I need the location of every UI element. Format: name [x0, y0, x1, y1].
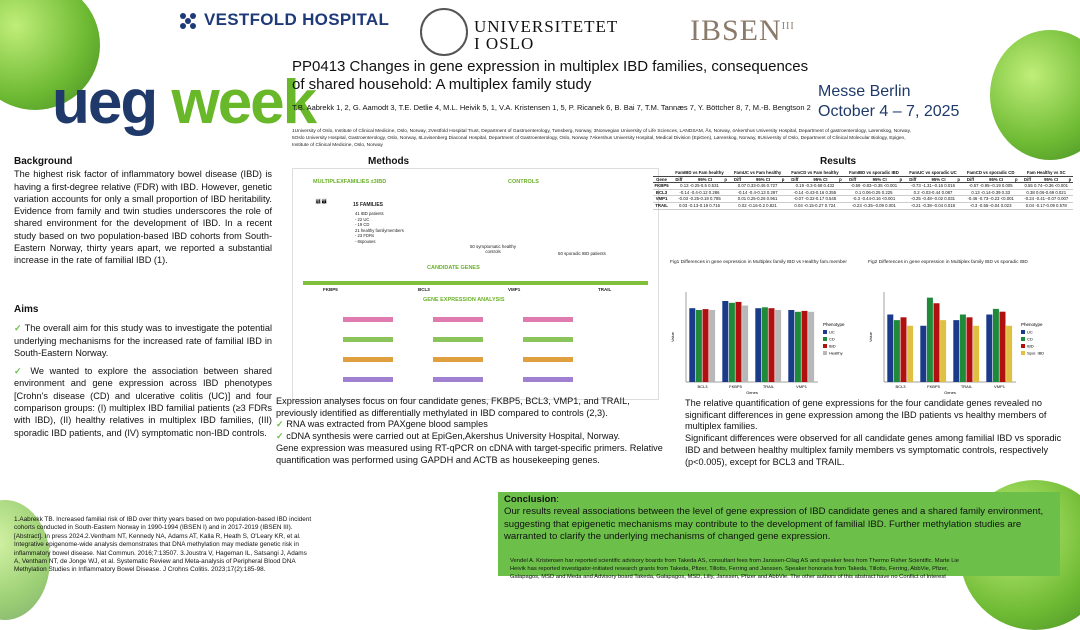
table-sub-header: Diff — [844, 176, 862, 183]
chart-bar — [934, 303, 940, 382]
table-group-header: FamCD vs Fam healthy — [786, 170, 843, 176]
table-sub-header: p — [839, 176, 842, 182]
families-count: 15 FAMILIES — [353, 202, 384, 208]
aims-section — [14, 304, 272, 439]
legend-swatch — [1021, 330, 1025, 334]
table-cell: -0.23 -0.35--0.09 0.001 — [844, 202, 905, 209]
chart-bar — [894, 320, 900, 382]
table-cell: -0.14 -0.43-0.16 0.355 — [786, 189, 843, 196]
affiliations: 1University of Oslo, Institute of Clinical Medicine, Oslo, Norway, 2Vestfold Hospital Trust, Department of Gastroenterology, Tønsberg, Norway, 3Norwegian University of Life Sciences, LANDSAM, Ås, Norway, 4Akershus University Hospital, Department of gastroenterology, Lørenskog, Norway, 5Oslo University Hospital, Gastroenterology, Oslo, Norway, 6Lovisenberg Diaconal Hospital, Department of Gastroenterology, Oslo, Norway 7Akershus University Hospital, Medical Division (EpiGen), Lørenskog, Norway, 8University of Oslo, Department of Clinical Molecular Biology, Epigen, Institute of Clinical Medicine, Oslo, Norway — [292, 129, 911, 148]
table-row — [653, 202, 1073, 209]
table-cell: -0.73 -1.31--0.16 0.016 — [904, 183, 962, 190]
table-cell: 0.38 0.06-0.69 0.021 — [1020, 189, 1073, 196]
table-row — [653, 196, 1073, 203]
legend-label: Spor. IBD — [1027, 350, 1045, 356]
family-detail-line: - 22 UC — [355, 216, 370, 222]
legend-swatch — [1021, 337, 1025, 341]
gene-label: BCL3 — [418, 287, 430, 292]
table-group-header: FamUC vs sporadic UC — [904, 170, 962, 176]
chart-bar — [802, 311, 808, 382]
table-cell: 0.1 0.06-0.25 0.225 — [844, 189, 905, 196]
table-cell: -0.07 -0.32-0.17 0.545 — [786, 196, 843, 203]
ueg-week-logo: ueg week — [52, 68, 316, 137]
chart-bar — [736, 302, 742, 382]
table-sub-header: 95% CI — [862, 176, 898, 183]
x-tick-label: BCL3 — [895, 384, 906, 389]
x-tick-label: VMP1 — [994, 384, 1005, 389]
table-sub-header: 95% CI — [1036, 176, 1067, 183]
venue: Messe Berlin October 4 – 7, 2025 — [818, 83, 960, 120]
university-logo: UNIVERSITETET I OSLO — [474, 17, 619, 53]
aims-paragraph: ✓ We wanted to explore the association between shared environment and gene expression across IBD phenotypes [Crohn's disease (CD) and ulcerative colitis (UC)] and four comparison groups: (I) multiplex IBD familial patients (≥3 FDRs with IBD), (II) healthy relatives in multiplex IBD families, (III) sporadic IBD patients, and (IV) symptomatic non-IBD controls. — [14, 366, 272, 438]
conclusion-box: Conclusion: Our results reveal associations between the level of gene expression of IBD candidate genes and a shared family environment, suggesting that epigenetic mechanisms may contribute to the development of familial IBD. Further methylation studies are warranted to clarify the underlying mechanisms of changed gene expression. — [498, 492, 1060, 576]
table-gene-header: Gene — [653, 176, 670, 183]
table-sub-header: 95% CI — [746, 176, 780, 183]
table-cell: -0.3 -0.55--0.04 0.023 — [962, 202, 1020, 209]
chart-bar — [808, 312, 814, 382]
chart-bar — [907, 326, 913, 382]
chart-bar — [788, 310, 794, 382]
chart-bar — [901, 317, 907, 382]
chart-bar — [703, 309, 709, 382]
sporadic-patients: 50 sporadic IBD patients — [558, 251, 606, 256]
candidate-genes-label: CANDIDATE GENES — [427, 265, 480, 271]
table-group-header: FamCD vs sporadic CD — [962, 170, 1020, 176]
family-detail-line: 41 IBD patients — [355, 211, 384, 216]
references: 1.Aabrekk TB. Increased familial risk of IBD over thirty years based on two population-based IBD incident cohorts conducted in South-Eastern Norway in 1990-1994 (IBSEN I) and in 2017-2019 (IBSEN III). [Abstract]. In press 2024.2.Ventham NT, Kennedy NA, Adams AT, Kalla R, Heath S, O'Leary KR, et al. Integrative epigenome-wide analysis demonstrates that DNA methylation may mediate genetic risk in inflammatory bowel disease. Nat Commun. 2016;7:13507. 3.Joustra V, Hageman IL, Satsangi J, Adams A, Ventham NT, de Jonge WJ, et al. Systematic Review and Meta-analysis of Peripheral Blood DNA Methylation Studies in Inflammatory Bowel Disease. J Crohns Colitis. 2023;17(2):185-98. — [14, 516, 312, 574]
y-axis-label: Value — [868, 332, 873, 342]
family-detail-line: - 8spouses — [355, 238, 376, 244]
table-cell: 0.13 -0.14-0.39 0.33 — [962, 189, 1020, 196]
table-cell: 0.04 -0.17-0.09 0.578 — [1020, 202, 1073, 209]
poster-title: PP0413 Changes in gene expression in multiplex IBD families, consequences of shared household: A multiplex family study — [292, 58, 809, 93]
check-icon: ✓ — [14, 323, 25, 334]
ibsen-logo: $IBSEN^{III}$ — [690, 14, 795, 47]
gene-label: TRAIL — [598, 287, 612, 292]
gene-label: VMP1 — [508, 287, 521, 292]
table-gene-cell: BCL3 — [653, 189, 670, 196]
legend-label: UC — [829, 329, 835, 335]
table-sub-header: p — [898, 176, 905, 183]
chart-bar — [960, 315, 966, 383]
table-gene-cell: VMP1 — [653, 196, 670, 203]
chart-bar — [1000, 312, 1006, 382]
conclusion-text: Our results reveal associations between the level of gene expression of IBD candidate genes and a shared family environment, suggesting that epigenetic mechanisms may contribute to the development of familial IBD. Further methylation studies are warranted to clarify the underlying mechanisms of changed gene expression. — [504, 506, 1044, 542]
table-cell: -0.14 -0.4-0.12 0.286 — [670, 189, 729, 196]
table-sub-header: Diff — [670, 176, 688, 183]
gene-expression-analysis-label: GENE EXPRESSION ANALYSIS — [423, 297, 505, 303]
legend-label: IBD — [829, 343, 836, 349]
check-icon: ✓ — [276, 431, 287, 442]
fig1-title: Fig1 Differences in gene expression in Multiplex family IBD vs Healthy fam.member — [670, 260, 847, 265]
table-group-header: FamIBD vs Fam healthy — [670, 170, 729, 176]
aims-heading: Aims — [14, 304, 39, 315]
vestfold-hospital-logo — [178, 10, 389, 31]
table-sub-header: p — [781, 176, 785, 182]
table-gene-cell: TRAIL — [653, 202, 670, 209]
table-group-header: FamUC vs Fam healthy — [729, 170, 786, 176]
table-group-header: Fam Healthy vs SC — [1020, 170, 1073, 176]
table-cell: -0.46 -0.73--0.23 <0.001 — [962, 196, 1020, 203]
family-illustration-icon: 👨‍👩‍👧‍👦👨‍👩‍👦 — [315, 199, 328, 205]
family-details — [355, 211, 404, 244]
table-cell: -0.24 -0.41--0.07 0.007 — [1020, 196, 1073, 203]
chart-bar — [689, 308, 695, 382]
table-sub-header: 95% CI — [688, 176, 723, 183]
table-sub-header: p — [957, 176, 960, 182]
gene-expression-illustration — [333, 307, 613, 397]
aims-paragraph: ✓ The overall aim for this study was to investigate the potential underlying mechanisms for the increased rate of familial IBD in South-Eastern Norway. — [14, 323, 272, 358]
chart-bar — [742, 306, 748, 383]
table-cell: -0.57 -0.95--0.19 0.005 — [962, 183, 1020, 190]
family-detail-line: - 23 FDRs — [355, 233, 375, 238]
family-detail-line: 21 healthy familymembers — [355, 227, 404, 233]
chart-bar — [795, 312, 801, 382]
table-cell: -0.21 -0.38--0.04 0.018 — [904, 202, 962, 209]
chart-bar — [920, 326, 926, 382]
university-seal-icon — [420, 8, 468, 56]
legend-label: CD — [1027, 336, 1033, 342]
chart-bar — [927, 298, 933, 382]
gene-strip — [303, 281, 648, 285]
disclosure: Vendel A. Kristensen har reported scientific advisory boards from Takeda AS, consultant fees from Janssen-Cilag AS and speaker fees from Thermo Fisher Scientific. Marte Lie Heivik has reported investigator-initiated research grants from Takeda, Pfizer, Tillotts, Ferring and Janssen. Speaker honoraria from Takeda, Tillotts, Ferring, AbbVie, Pfizer, Galapagos, MSD and Meda and Advisory board Takeda, Galapagos, MSD, Lilly, Janssen, Pfizer and AbbVie. The other authors of this abstract have no Conflict of Interest — [510, 558, 959, 580]
table-sub-header: 95% CI — [921, 176, 955, 183]
legend-swatch — [1021, 344, 1025, 348]
table-sub-header: Diff — [729, 176, 746, 183]
table-sub-header: p — [1068, 176, 1072, 182]
hospital-name: VESTFOLD HOSPITAL — [204, 10, 390, 29]
results-heading: Results — [820, 156, 857, 167]
background-text: The highest risk factor of inflammatory bowel disease (IBD) is having a first-degree relative (FDR) with IBD. However, genetic variation accounts for only a small proportion of IBD heritability. Evidence from family and twin studies underscores the role of shared environment for the development of IBD. In a recent study based on two population-based IBD cohorts from South-Eastern Norway, thirty years apart, we reported a substantial increase in the rate of familial IBD (1). — [14, 169, 272, 266]
legend-title: Phenotype — [823, 322, 845, 327]
table-cell: 0.03 -0.13-0.19 0.716 — [670, 202, 729, 209]
y-axis-label: Value — [670, 332, 675, 342]
table-cell: 0.19 -0.3-0.68 0.432 — [786, 183, 843, 190]
check-icon: ✓ — [276, 419, 287, 430]
table-sub-header: Diff — [904, 176, 921, 183]
legend-swatch — [823, 330, 827, 334]
table-row — [653, 189, 1073, 196]
table-cell: -0.03 -0.25-0.19 0.785 — [670, 196, 729, 203]
authors: T.B. Aabrekk 1, 2, G. Aamodt 3, T.E. Detlie 4, M.L. Heivik 5, 1, V.A. Kristensen 1, 5, P. Ricanek 6, B. Bai 7, T.M. Tannæs 7, Y. Böttcher 8, 7, M.-B. Bengtson 2 — [292, 103, 811, 112]
legend-title: Phenotype — [1021, 322, 1043, 327]
x-tick-label: BCL3 — [697, 384, 708, 389]
table-cell: -0.25 -0.48--0.02 0.031 — [904, 196, 962, 203]
fig2-title: Fig2 Differences in gene expression in Multiplex family IBD vs sporadic IBD — [868, 260, 1028, 265]
chart-bar — [729, 303, 735, 382]
table-cell: 0.13 -0.25-0.5 0.531 — [670, 183, 729, 190]
legend-swatch — [1021, 351, 1025, 355]
table-group-header: FamIBD vs sporadic IBD — [844, 170, 905, 176]
legend-swatch — [823, 337, 827, 341]
x-axis-label: Genes — [944, 390, 956, 395]
table-cell: -0.59 -0.83--0.35 <0.001 — [844, 183, 905, 190]
table-row — [653, 183, 1073, 190]
table-cell: -0.3 -0.44-0.16 <0.001 — [844, 196, 905, 203]
results-table — [653, 170, 1073, 210]
chart-bar — [1006, 326, 1012, 382]
legend-swatch — [823, 344, 827, 348]
chart-bar — [696, 310, 702, 382]
background-section — [14, 156, 272, 267]
chart-bar — [775, 310, 781, 382]
methods-heading: Methods — [368, 156, 410, 167]
multiplex-label: MULTIPLEXFAMILIES ±3IBD — [313, 179, 387, 185]
chart-bar — [940, 320, 946, 382]
decorative-blob-top-right — [990, 30, 1080, 160]
table-cell: 0.02 -0.16-0.2 0.821 — [729, 202, 786, 209]
legend-label: CD — [829, 336, 835, 342]
table-cell: 0.04 -0.15-0.27 0.724 — [786, 202, 843, 209]
chart-bar — [973, 326, 979, 382]
gene-label: FKBP5 — [323, 287, 338, 292]
x-tick-label: FKBP5 — [729, 384, 742, 389]
table-sub-header: p — [724, 176, 727, 182]
chart-bar — [722, 301, 728, 382]
chart-bar — [762, 307, 768, 382]
chart-bar — [953, 320, 959, 382]
x-tick-label: TRAIL — [762, 384, 775, 389]
symptomatic-controls: 50 symptomatic healthy controls — [469, 244, 517, 254]
methods-diagram — [292, 168, 659, 400]
x-tick-label: TRAIL — [960, 384, 973, 389]
chart-bar — [887, 315, 893, 383]
methods-text: Expression analyses focus on four candidate genes, FKBP5, BCL3, VMP1, and TRAIL, previously identified as differentially methylated in IBD compared to controls (2,3). ✓ RNA was extracted from PAXgene blood samples ✓ cDNA synthesis were carried out at EpiGen,Akershus University Hospital, Norway. Gene expression was measured using RT-qPCR on cDNA with target-specific primers. Relative quantification was performed using GAPDH and ACTB as housekeeping genes. — [276, 396, 663, 465]
chart-bar — [755, 308, 761, 382]
table-sub-header: Diff — [786, 176, 803, 183]
chart-bar — [769, 308, 775, 382]
conclusion-heading: Conclusion — [504, 494, 557, 505]
family-detail-line: - 19 CD — [355, 222, 370, 227]
table-cell: 0.2 -0.03-0.44 0.087 — [904, 189, 962, 196]
x-tick-label: FKBP5 — [927, 384, 940, 389]
chart-bar — [967, 317, 973, 382]
legend-label: Healthy — [829, 350, 843, 356]
x-tick-label: VMP1 — [796, 384, 807, 389]
table-cell: 0.07 0.33-0.46 0.727 — [729, 183, 786, 190]
table-gene-cell: FKBP5 — [654, 183, 669, 189]
controls-label: CONTROLS — [508, 179, 539, 185]
chart-bar — [993, 309, 999, 382]
results-text: The relative quantification of gene expressions for the four candidate genes revealed no significant differences in gene expression among the IBD patients vs healthy members of multiplex families. Significant differences were observed for all candidate genes among familial IBD vs sporadic IBD and between healthy multiplex family members vs symptomatic controls, respectively (p<0.005), except for BCL3 and TRAIL. — [685, 398, 1062, 467]
fig1-chart — [668, 286, 858, 398]
chart-bar — [709, 310, 715, 382]
legend-swatch — [823, 351, 827, 355]
table-cell: 0.55 0.74--0.36 <0.001 — [1020, 183, 1073, 190]
table-sub-header: 95% CI — [803, 176, 837, 183]
table-cell: -0.14 -0.4-0.13 0.297 — [729, 189, 786, 196]
fig2-chart — [866, 286, 1056, 398]
legend-label: UC — [1027, 329, 1033, 335]
table-sub-header: Diff — [962, 176, 979, 183]
legend-label: IBD — [1027, 343, 1034, 349]
background-heading: Background — [14, 156, 73, 167]
table-sub-header: 95% CI — [979, 176, 1013, 183]
hospital-cross-icon — [178, 11, 198, 31]
table-cell: 0.01 0.25-0.26 0.961 — [729, 196, 786, 203]
check-icon: ✓ — [14, 366, 31, 377]
chart-bar — [986, 315, 992, 383]
x-axis-label: Genes — [746, 390, 758, 395]
table-sub-header: Diff — [1020, 176, 1036, 183]
table-sub-header: p — [1015, 176, 1018, 182]
